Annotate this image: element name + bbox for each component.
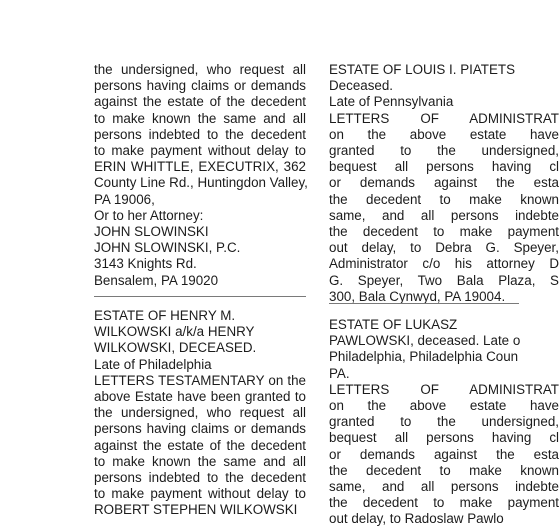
notice-line: County Line Rd., Huntingdon Valley, bbox=[94, 175, 308, 191]
right-column-notice-piatets bbox=[329, 62, 559, 305]
notice-line: out delay, to Debra G. Speyer, bbox=[329, 240, 559, 256]
notice-line: against the estate of the decedent bbox=[94, 437, 306, 453]
notice-line: PA. bbox=[329, 365, 350, 381]
notice-line: the decedent to make payment bbox=[329, 224, 559, 240]
notice-line: granted to the undersigned, bbox=[329, 414, 559, 430]
notice-line: the decedent to make known bbox=[329, 191, 559, 207]
notice-line: granted to the undersigned, bbox=[329, 143, 559, 159]
notice-line: the undersigned, who request all bbox=[94, 62, 306, 77]
notice-line: the decedent to make payment bbox=[329, 495, 559, 511]
notice-line: 300, Bala Cynwyd, PA 19004. bbox=[329, 288, 506, 304]
notice-line: Late of Pennsylvania bbox=[329, 94, 454, 110]
notice-line: LETTERS TESTAMENTARY on the bbox=[94, 372, 306, 388]
notice-line: G. Speyer, Two Bala Plaza, S bbox=[329, 272, 559, 288]
notice-line: Administrator c/o his attorney D bbox=[329, 256, 559, 272]
notice-line: ERIN WHITTLE, EXECUTRIX, 362 bbox=[94, 159, 306, 175]
notice-line: against the estate of the decedent bbox=[94, 94, 306, 110]
notice-line: bequest all persons having cl bbox=[329, 430, 559, 446]
notice-line: ROBERT STEPHEN WILKOWSKI bbox=[94, 502, 298, 518]
notice-line: ESTATE OF LOUIS I. PIATETS bbox=[329, 62, 516, 77]
notice-line: ESTATE OF HENRY M. bbox=[94, 308, 236, 323]
notice-line: persons indebted to the decedent bbox=[94, 126, 306, 142]
notice-line: to make payment without delay to bbox=[94, 143, 306, 159]
notice-line: LETTERS OF ADMINISTRAT bbox=[329, 381, 559, 397]
notice-line: Or to her Attorney: bbox=[94, 207, 204, 223]
notice-line: to make payment without delay to bbox=[94, 486, 306, 502]
notice-line: above Estate have been granted to bbox=[94, 389, 306, 405]
notice-line: the decedent to make known bbox=[329, 462, 559, 478]
notice-line: persons indebted to the decedent bbox=[94, 470, 306, 486]
notice-line: persons having claims or demands bbox=[94, 78, 306, 94]
right-column-notice-pawlowski bbox=[329, 317, 559, 528]
notice-line: on the above estate have bbox=[329, 126, 559, 142]
notice-line: PA 19006, bbox=[94, 191, 155, 207]
notice-line: ESTATE OF LUKASZ bbox=[329, 317, 458, 332]
notice-line: on the above estate have bbox=[329, 398, 559, 414]
notice-line: bequest all persons having cl bbox=[329, 159, 559, 175]
left-column-divider bbox=[94, 296, 306, 297]
notice-line: persons having claims or demands bbox=[94, 421, 306, 437]
notice-line: LETTERS OF ADMINISTRAT bbox=[329, 110, 559, 126]
notice-line: to make known the same and all bbox=[94, 110, 306, 126]
right-column-divider bbox=[329, 303, 519, 304]
notice-line: Late of Philadelphia bbox=[94, 356, 212, 372]
notice-line: JOHN SLOWINSKI bbox=[94, 224, 209, 240]
notice-line: out delay, to Radoslaw Pawlo bbox=[329, 511, 504, 527]
notice-line: 3143 Knights Rd. bbox=[94, 256, 197, 272]
notice-line: same, and all persons indebte bbox=[329, 207, 559, 223]
left-column-notice-wilkowski bbox=[94, 308, 306, 519]
notice-line: or demands against the esta bbox=[329, 446, 559, 462]
notice-line: JOHN SLOWINSKI, P.C. bbox=[94, 240, 241, 256]
notice-line: the undersigned, who request all bbox=[94, 405, 306, 421]
notice-line: WILKOWSKI a/k/a HENRY bbox=[94, 324, 255, 340]
notice-line: to make known the same and all bbox=[94, 453, 306, 469]
notice-line: Philadelphia, Philadelphia Coun bbox=[329, 349, 519, 365]
notice-line: Bensalem, PA 19020 bbox=[94, 272, 219, 288]
notice-line: or demands against the esta bbox=[329, 175, 559, 191]
notice-line: PAWLOWSKI, deceased. Late o bbox=[329, 333, 521, 349]
notice-line: Deceased. bbox=[329, 78, 394, 94]
notice-line: WILKOWSKI, DECEASED. bbox=[94, 340, 257, 356]
left-column-notice-whittle bbox=[94, 62, 306, 289]
notice-line: same, and all persons indebte bbox=[329, 479, 559, 495]
